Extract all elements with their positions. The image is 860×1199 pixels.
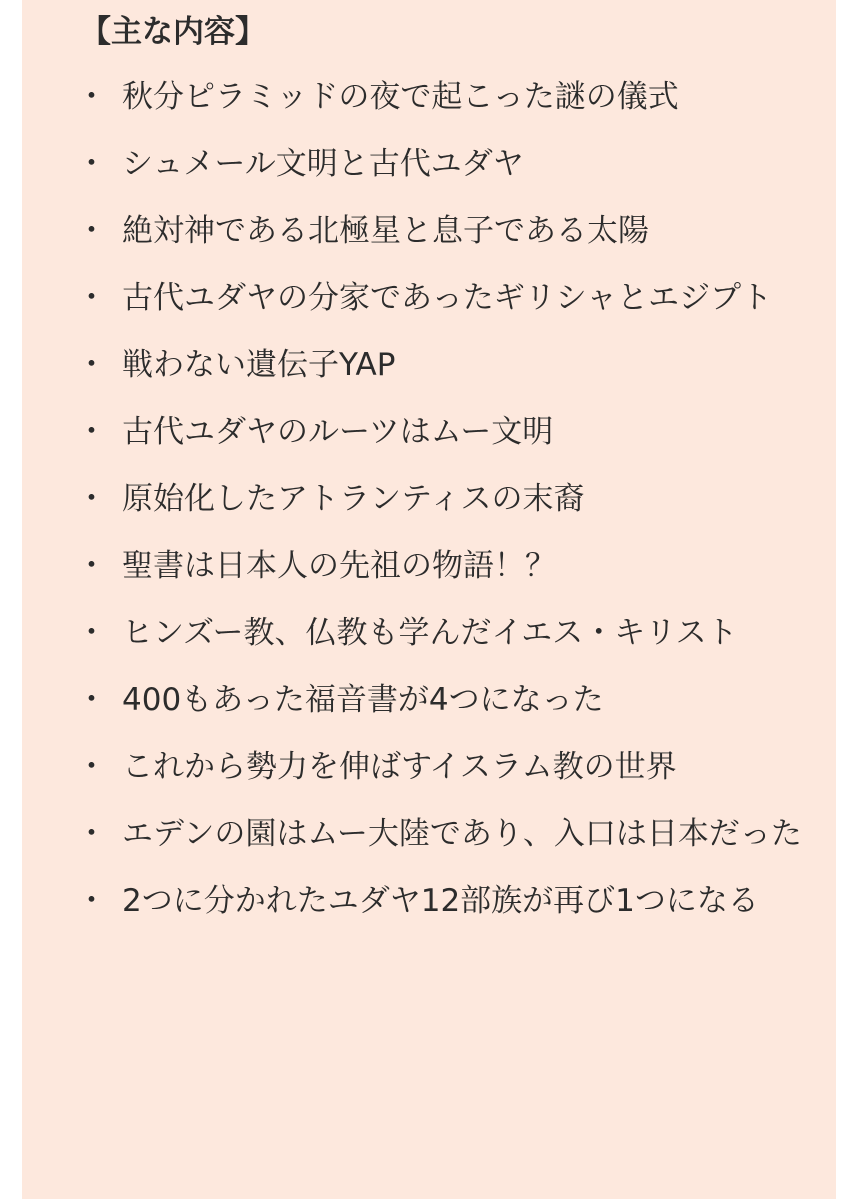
list-item (72, 131, 822, 198)
list-item (72, 198, 822, 265)
list-item-text: これから勢力を伸ばすイスラム教の世界 (122, 749, 677, 785)
bullet-icon: ・ (76, 414, 107, 450)
list-item-text: ヒンズー教、仏教も学んだイエス・キリスト (122, 615, 738, 651)
list-item (72, 868, 822, 935)
list-item-text: 聖書は日本人の先祖の物語！？ (122, 548, 556, 584)
list-item (72, 667, 822, 734)
bullet-icon: ・ (76, 682, 107, 718)
list-item-text: 古代ユダヤの分家であったギリシャとエジプト (122, 280, 773, 316)
content-panel (22, 0, 836, 1199)
list-item (72, 533, 822, 600)
bullet-icon: ・ (76, 749, 107, 785)
list-item (72, 399, 822, 466)
list-item-text: シュメール文明と古代ユダヤ (122, 146, 524, 182)
list-item-text: 原始化したアトランティスの末裔 (122, 481, 585, 517)
list-item-text: 絶対神である北極星と息子である太陽 (122, 213, 649, 249)
list-item-text: エデンの園はムー大陸であり、入口は日本だった (122, 816, 802, 852)
list-item (72, 600, 822, 667)
bullet-icon: ・ (76, 883, 107, 919)
section-heading: 【主な内容】 (80, 14, 266, 50)
list-item-text: 2つに分かれたユダヤ12部族が再び1つになる (122, 883, 759, 919)
contents-list (72, 64, 822, 935)
list-item (72, 265, 822, 332)
list-item (72, 466, 822, 533)
list-item (72, 734, 822, 801)
list-item-text: 古代ユダヤのルーツはムー文明 (122, 414, 554, 450)
bullet-icon: ・ (76, 347, 107, 383)
list-item-text: 戦わない遺伝子YAP (122, 347, 396, 383)
list-item (72, 64, 822, 131)
list-item (72, 332, 822, 399)
bullet-icon: ・ (76, 146, 107, 182)
list-item (72, 801, 822, 868)
bullet-icon: ・ (76, 79, 107, 115)
bullet-icon: ・ (76, 548, 107, 584)
bullet-icon: ・ (76, 481, 107, 517)
bullet-icon: ・ (76, 615, 107, 651)
bullet-icon: ・ (76, 213, 107, 249)
list-item-text: 秋分ピラミッドの夜で起こった謎の儀式 (122, 79, 679, 115)
bullet-icon: ・ (76, 280, 107, 316)
bullet-icon: ・ (76, 816, 107, 852)
list-item-text: 400もあった福音書が4つになった (122, 682, 604, 718)
